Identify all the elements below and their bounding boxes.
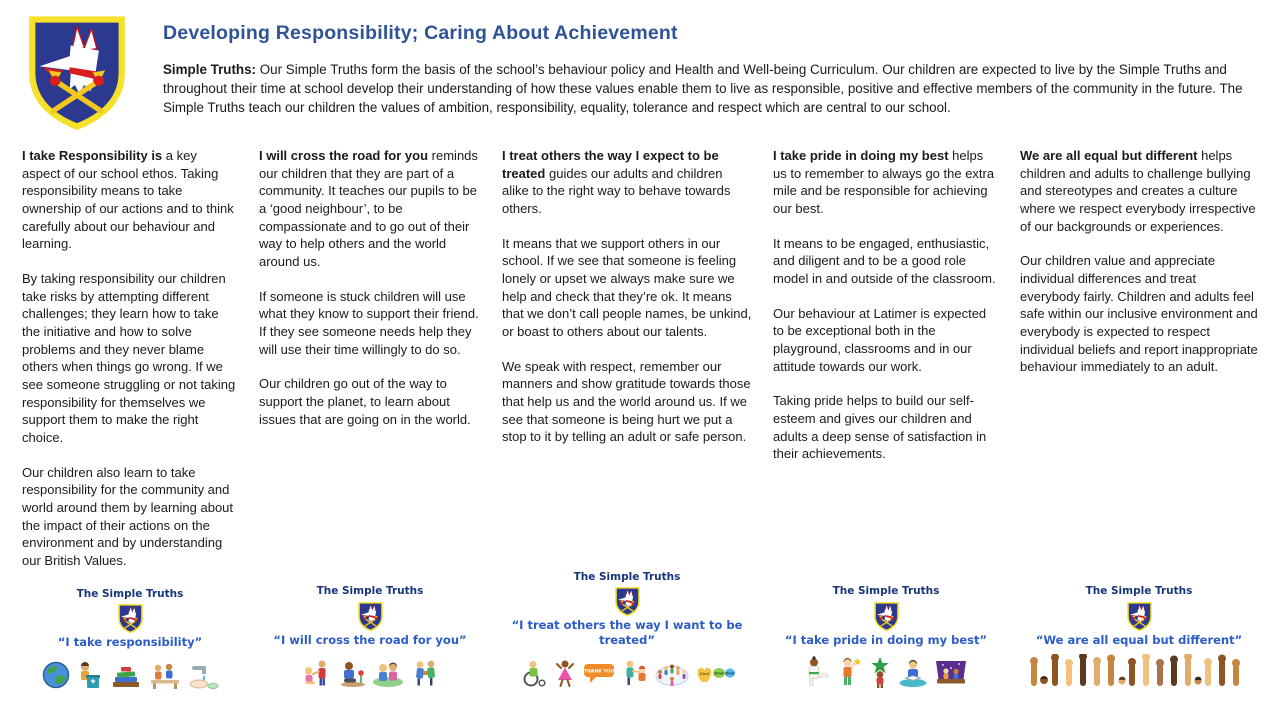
column-paragraphs: [1020, 252, 1258, 393]
thank-you-text: THANK YOU: [583, 669, 614, 675]
truth-title: I will cross the road for you: [259, 148, 429, 163]
truth-title: We are all equal but different: [1020, 148, 1198, 163]
column-paragraph: It means that we support others in our school. If we see that someone is feeling lonely or upset we always make sure we help and check that they’re ok. It means that we don’t call people names, be unkind, or boast to others about our talents.: [502, 235, 752, 340]
simple-truths-poster: [773, 584, 999, 688]
column-paragraph: By taking responsibility our children take risks by attempting different challenges; they learn how to take the initiative and how to solve problems and they never blame others when things go wrong. If we see someone struggling or not taking responsibility for themselves we support them to make the right choice.: [22, 271, 236, 446]
truth-column-take-pride: [773, 147, 999, 688]
truth-title: I treat others the way I expect to be treated: [502, 148, 719, 181]
diversity-circle-icon: [654, 658, 690, 688]
child-reading-icon: [898, 656, 928, 688]
column-paragraph: It means to be engaged, enthusiastic, and diligent and to be a good role model in and outside of the classroom.: [773, 235, 996, 287]
lead-rest: helps us to remember to always go the extra mile and be responsible for achieving our best.: [773, 148, 995, 217]
poster-quote: “I will cross the road for you”: [273, 632, 467, 647]
column-lead-paragraph: [22, 147, 238, 253]
child-recycling-icon: [76, 660, 104, 690]
column-lead-paragraph: [259, 147, 481, 271]
hand-washing-icon: [187, 660, 219, 690]
poster-quote: “I treat others the way I want to be treated”: [511, 618, 743, 647]
lead-rest: a key aspect of our school ethos. Taking responsibility means to take ownership of our actions and to think carefully about our behaviour and learning.: [22, 148, 234, 252]
poster-heading: The Simple Truths: [832, 585, 940, 598]
friends-walking-icon: [410, 658, 440, 688]
clipart-row: [259, 652, 481, 688]
karate-child-icon: [803, 656, 831, 688]
poster-heading: The Simple Truths: [1085, 585, 1193, 598]
column-paragraph: Taking pride helps to build our self-esteem and gives our children and adults a deep sense of satisfaction in their achievements.: [773, 393, 987, 462]
simple-truths-poster: [22, 587, 238, 691]
truth-column-cross-the-road: [259, 147, 481, 688]
clipart-row: [773, 652, 999, 688]
simple-truths-poster: [259, 584, 481, 688]
column-paragraphs: [259, 288, 481, 446]
column-paragraph: Our children go out of the way to support the planet, to learn about issues that are going on in the world.: [259, 376, 471, 427]
clipart-row: [1020, 652, 1258, 688]
poster-heading: The Simple Truths: [76, 587, 184, 600]
truth-column-responsibility: [22, 147, 238, 688]
header-text-block: [163, 12, 1269, 117]
column-paragraph: Our children value and appreciate individual differences and treat everybody fairly. Children and adults feel safe within our inclusive environment and everybody is expected to respect individual beliefs and report inappropriate behaviour immediately to an adult.: [1020, 253, 1258, 375]
stage-performance-icon: [933, 656, 969, 688]
school-crest-icon: [117, 603, 144, 634]
earth-globe-icon: [41, 660, 71, 690]
truth-title: I take pride in doing my best: [773, 148, 949, 163]
column-paragraphs: [773, 235, 999, 480]
school-crest-icon: [614, 586, 641, 617]
kind-bubbles-icon: [695, 658, 735, 688]
child-with-star-icon: [867, 656, 893, 688]
column-paragraph: We speak with respect, remember our manners and show gratitude towards those that help us and the world around us. If we see that someone is being hurt we put a stop to it by telling an adult or safe person.: [502, 358, 751, 445]
school-crest-logo: [25, 12, 129, 133]
books-icon: [109, 660, 143, 690]
column-paragraph: Our behaviour at Latimer is expected to be exceptional both in the playground, classrooms and in our attitude towards our work.: [773, 305, 987, 374]
intro-text: Our Simple Truths form the basis of the school’s behaviour policy and Health and Well-being Curriculum. Our children are expected to live by the Simple Truths and throughout their time at school develop their understanding of how these values enable them to live as responsible, positive and effective members of the community in the future. The Simple Truths teach our children the values of ambition, responsibility, equality, tolerance and respect which are central to our school.: [163, 62, 1243, 116]
poster-quote: “We are all equal but different”: [1035, 632, 1243, 647]
clipart-row: [22, 654, 238, 690]
page-header: [0, 0, 1280, 133]
kind-text: Kind: [699, 672, 709, 676]
column-paragraphs: [502, 235, 752, 463]
raised-hands-diversity-icon: [1025, 654, 1253, 688]
shield-crest-icon: [25, 12, 129, 133]
column-lead-paragraph: [502, 147, 752, 218]
thank-you-bubble-icon: [582, 658, 616, 688]
school-crest-icon: [1126, 601, 1153, 632]
clipart-row: [502, 652, 752, 688]
column-lead-paragraph: [1020, 147, 1258, 235]
intro-paragraph: [163, 60, 1269, 117]
truth-column-treat-others: [502, 147, 752, 688]
truth-title: I take Responsibility is: [22, 148, 163, 163]
column-paragraph: Our children also learn to take responsibility for the community and world around them by learning about the impact of their actions on the environment and by understanding our British Values.: [22, 464, 234, 569]
poster-heading: The Simple Truths: [573, 570, 681, 583]
column-paragraph: If someone is stuck children will use what they know to support their friend. If they see someone needs help they will use their time willingly to do so.: [259, 288, 479, 357]
truth-columns: [0, 133, 1280, 706]
children-activity-icon: [148, 660, 182, 690]
proud-boy-star-icon: [836, 656, 862, 688]
lead-rest: helps children and adults to challenge bullying and stereotypes and creates a culture where we respect everybody irrespective of our backgrounds or experiences.: [1020, 148, 1256, 234]
helping-fallen-friend-icon: [301, 658, 331, 688]
school-crest-icon: [873, 601, 900, 632]
school-crest-icon: [357, 601, 384, 632]
dancing-girl-icon: [553, 658, 577, 688]
poster-quote: “I take pride in doing my best”: [784, 632, 988, 647]
kind-text: Kind: [724, 671, 735, 676]
column-paragraphs: [22, 270, 238, 587]
friends-on-grass-icon: [371, 658, 405, 688]
column-lead-paragraph: [773, 147, 999, 218]
kind-text: Kind: [713, 671, 724, 676]
page-title: Developing Responsibility; Caring About Achievement: [163, 22, 678, 44]
wheelchair-child-icon: [520, 658, 548, 688]
truth-column-equal-but-different: [1020, 147, 1258, 688]
lead-rest: reminds our children that they are part of a community. It teaches our pupils to be a ‘good neighbour’, to be compassionate and to go out of their way to help others and the world around us.: [259, 148, 478, 270]
helping-up-icon: [621, 658, 649, 688]
child-planting-icon: [336, 658, 366, 688]
lead-rest: guides our adults and children alike to the right way to behave towards others.: [502, 165, 731, 217]
simple-truths-poster: [1020, 584, 1258, 688]
poster-quote: “I take responsibility”: [57, 635, 203, 650]
poster-heading: The Simple Truths: [316, 585, 424, 598]
intro-label: Simple Truths:: [163, 62, 257, 77]
simple-truths-poster: [502, 570, 752, 688]
